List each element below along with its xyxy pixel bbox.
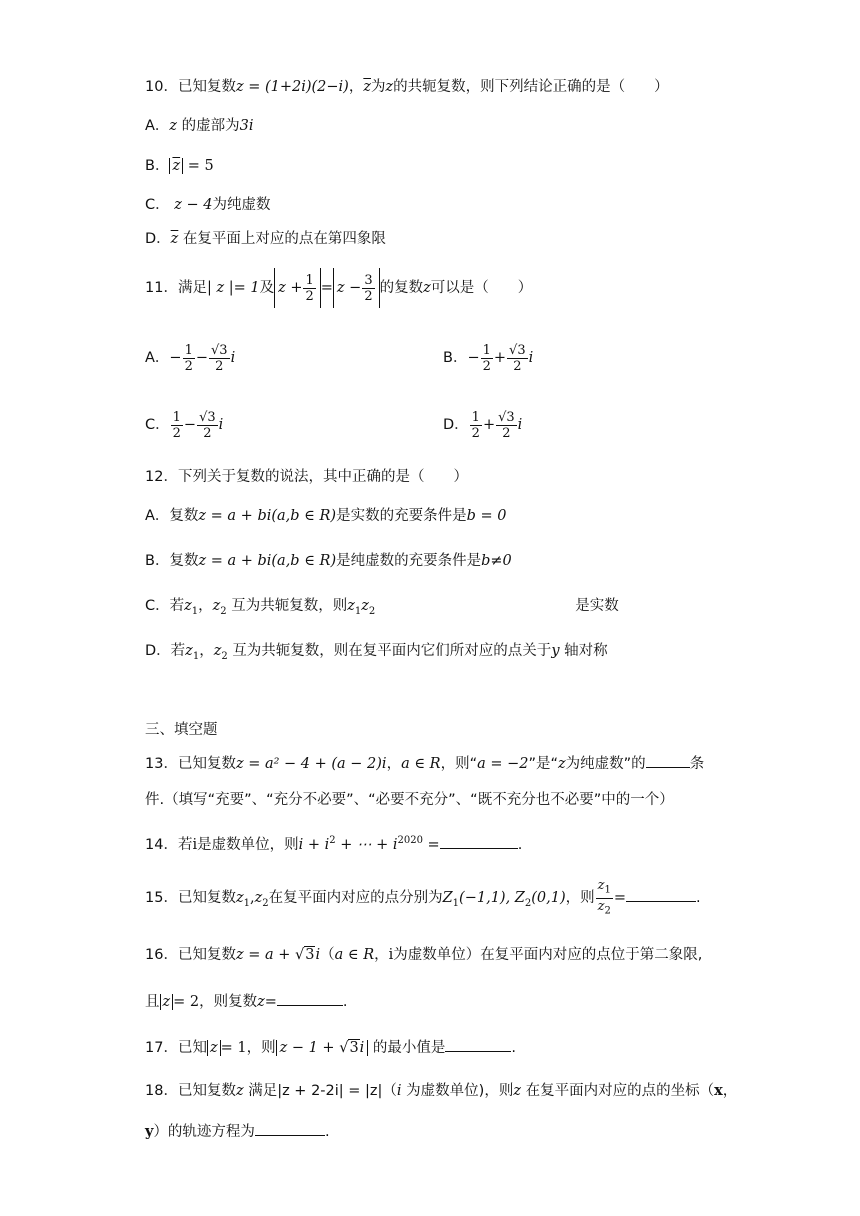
q11-options-ab [145, 338, 534, 378]
q13-line2: 件.（填写“充要”、“充分不必要”、“必要不充分”、“既不充分也不必要”中的一个） [145, 792, 674, 808]
q14: 14．若i是虚数单位，则$i + i^2$ + ⋯ + $i^{2020}$ = . [145, 830, 522, 856]
q11-stem: 11．满足| z |= 1及 z + $\frac{1}{2}$ = z − $\frac{3}{2}$ 的复数z可以是（ ） [145, 268, 532, 308]
q15-answer-blank[interactable] [626, 886, 696, 902]
q16-line1: 16．已知复数z = a + √3i（a ∈ R，i为虚数单位）在复平面内对应的点位于第二象限, [145, 947, 703, 963]
q16-line2: 且 z = 2，则复数z= . [145, 990, 348, 1013]
q12-option-a: A．复数z = a + bi(a,b ∈ R)是实数的充要条件是b = 0 [145, 508, 507, 524]
q18-line2: y）的轨迹方程为 . [145, 1120, 330, 1143]
q12-option-d: D．若$z_1$，$z_2$ 互为共轭复数，则在复平面内它们所对应的点关于y 轴对称 [145, 643, 608, 662]
q10-option-b: B． $\overline{z} = 5$ [145, 158, 214, 174]
q12-stem: 12．下列关于复数的说法，其中正确的是（ ） [145, 469, 468, 485]
q11-option-d: D． $\frac{1}{2}$ + $\frac{√3}{2}$ i [443, 409, 523, 441]
q18-line1: 18．已知复数z 满足|z + 2-2i| = |z|（i 为虚数单位)，则z 在复平面内对应的点的坐标（x， [145, 1082, 738, 1099]
q13-line1: 13．已知复数z = a² − 4 + (a − 2)i，a ∈ R，则“a = −2”是“z为纯虚数”的 条 [145, 752, 704, 775]
q17-answer-blank[interactable] [445, 1036, 511, 1052]
q12-option-b: B．复数z = a + bi(a,b ∈ R)是纯虚数的充要条件是b≠0 [145, 553, 512, 569]
q15: 15．已知复数$z_1,z_2$在复平面内对应的点分别为$Z_1(-1,1)$, $Z_2(0,1)$，则 $\frac{z_1}{z_2}$ = . [145, 878, 701, 917]
q14-answer-blank[interactable] [440, 833, 518, 849]
section-title: 三、填空题 [145, 722, 218, 738]
q11-option-a: A．− $\frac{1}{2}$ − $\frac{√3}{2}$ i [145, 342, 236, 374]
q16-answer-blank[interactable] [277, 990, 343, 1006]
q18-answer-blank[interactable] [255, 1120, 325, 1136]
q10-option-a: A．z 的虚部为3i [145, 118, 254, 134]
q11-option-b: B．− $\frac{1}{2}$ + $\frac{√3}{2}$ i [443, 342, 534, 374]
q11-options-cd [145, 405, 523, 445]
q10-stem: 10．已知复数z = (1+2i)(2−i)，$\overline{z}$为z的共轭复数，则下列结论正确的是（ ） [145, 79, 669, 95]
q17: 17．已知 z = 1，则 z − 1 + √3i 的最小值是 . [145, 1036, 516, 1059]
q11-option-c: C． $\frac{1}{2}$ − $\frac{√3}{2}$ i [145, 409, 224, 441]
q13-answer-blank[interactable] [646, 752, 690, 768]
q10-option-c: C． z − 4为纯虚数 [145, 197, 271, 213]
q10-option-d: D．$\overline{z}$ 在复平面上对应的点在第四象限 [145, 231, 386, 247]
q12-option-c: C．若$z_1$，$z_2$ 互为共轭复数，则$z_1z_2$ 是实数 [145, 598, 619, 617]
